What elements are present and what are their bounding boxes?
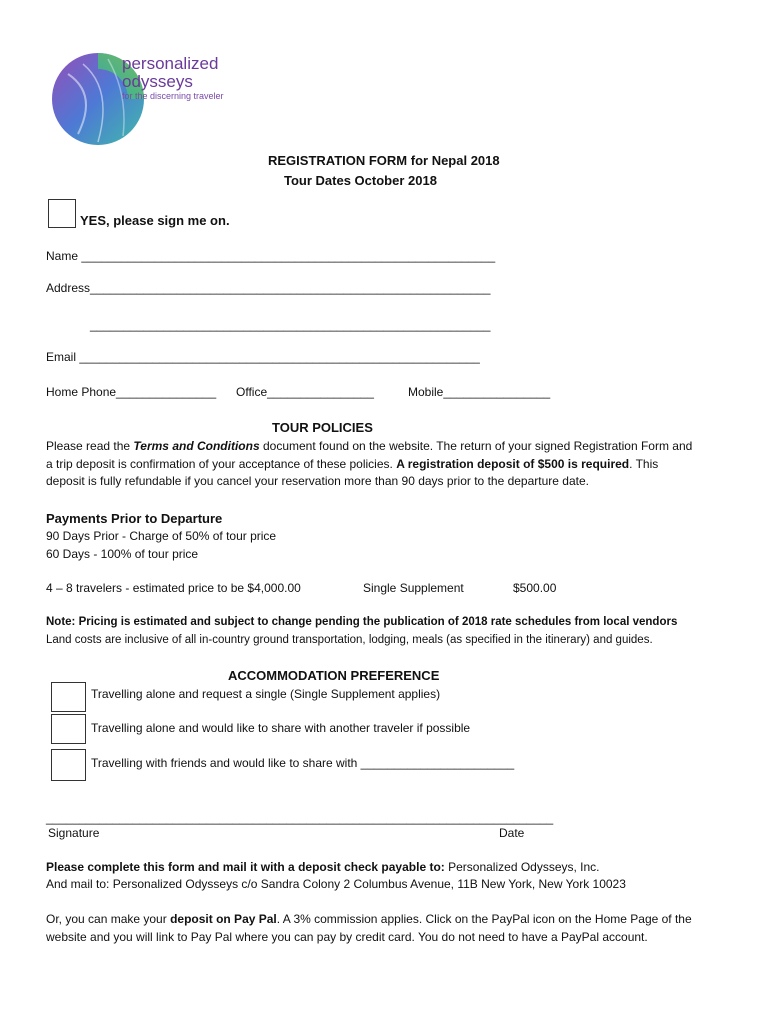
payee-name: Personalized Odysseys, Inc. xyxy=(444,860,600,874)
accommodation-option-share-checkbox[interactable] xyxy=(51,714,86,744)
logo-tagline: for the discerning traveler xyxy=(122,91,224,101)
mailing-instruction-bold: Please complete this form and mail it with a deposit check payable to: xyxy=(46,860,445,874)
paypal-paragraph-line2: website and you will link to Pay Pal where you can pay by credit card. You do not need to have a PayPal account. xyxy=(46,930,648,944)
policy-text: Please read the xyxy=(46,439,134,453)
name-field[interactable]: Name ______________________________________________________________ xyxy=(46,249,496,263)
logo-line1: personalized xyxy=(122,54,219,73)
policy-text: . This xyxy=(629,457,659,471)
land-costs-note: Land costs are inclusive of all in-country ground transportation, lodging, meals (as specified in the itinerary) and guides. xyxy=(46,634,653,646)
payment-line1: 90 Days Prior - Charge of 50% of tour price xyxy=(46,529,277,543)
date-label: Date xyxy=(499,826,525,840)
accommodation-option-friends-checkbox[interactable] xyxy=(51,749,86,781)
signup-checkbox[interactable] xyxy=(48,199,76,228)
tour-policies-heading: TOUR POLICIES xyxy=(272,420,373,435)
home-phone-field[interactable]: Home Phone_______________ xyxy=(46,385,217,399)
single-supplement-value: $500.00 xyxy=(513,581,557,595)
accommodation-option-share-label: Travelling alone and would like to share with another traveler if possible xyxy=(91,721,471,735)
paypal-paragraph-line1 xyxy=(46,912,692,927)
pricing-note: Note: Pricing is estimated and subject to change pending the publication of 2018 rate schedules from local vendors xyxy=(46,616,678,628)
mailing-address: And mail to: Personalized Odysseys c/o Sandra Colony 2 Columbus Avenue, 11B New York, New York 10023 xyxy=(46,877,626,891)
payments-heading: Payments Prior to Departure xyxy=(46,511,223,526)
logo-line2: odysseys xyxy=(122,72,193,91)
accommodation-heading: ACCOMMODATION PREFERENCE xyxy=(228,668,440,683)
address-field[interactable]: Address____________________________________________________________ xyxy=(46,281,491,295)
policy-paragraph-line3: deposit is fully refundable if you cancel your reservation more than 90 days prior to the departure date. xyxy=(46,474,589,488)
accommodation-option-friends-label: Travelling with friends and would like to share with _______________________ xyxy=(91,756,515,770)
deposit-requirement: A registration deposit of $500 is required xyxy=(396,457,630,471)
accommodation-option-single-checkbox[interactable] xyxy=(51,682,86,712)
logo xyxy=(48,44,224,154)
mobile-phone-field[interactable]: Mobile________________ xyxy=(408,385,551,399)
payment-line2: 60 Days - 100% of tour price xyxy=(46,547,199,561)
terms-link[interactable]: Terms and Conditions xyxy=(133,439,260,453)
policy-paragraph-line2 xyxy=(46,457,658,472)
accommodation-option-single-label: Travelling alone and request a single (Single Supplement applies) xyxy=(91,687,441,701)
policy-text: document found on the website. The return of your signed Registration Form and xyxy=(259,439,693,453)
single-supplement-label: Single Supplement xyxy=(363,581,464,595)
page-subtitle: Tour Dates October 2018 xyxy=(284,173,437,188)
mailing-instructions xyxy=(46,860,600,875)
paypal-deposit-label: deposit on Pay Pal xyxy=(170,912,277,926)
email-field[interactable]: Email ____________________________________________________________ xyxy=(46,350,480,364)
paypal-text: . A 3% commission applies. Click on the PayPal icon on the Home Page of the xyxy=(276,912,692,926)
paypal-text: Or, you can make your xyxy=(46,912,171,926)
signature-line[interactable]: ____________________________________________________________________________ xyxy=(46,811,554,825)
policy-paragraph-line1 xyxy=(46,439,692,454)
signature-label: Signature xyxy=(48,826,100,840)
policy-text: a trip deposit is confirmation of your acceptance of these policies. xyxy=(46,457,397,471)
page-title: REGISTRATION FORM for Nepal 2018 xyxy=(268,153,500,168)
signup-label: YES, please sign me on. xyxy=(80,213,230,228)
office-phone-field[interactable]: Office________________ xyxy=(236,385,374,399)
address-line2-field[interactable]: ____________________________________________________________ xyxy=(90,318,491,332)
price-line: 4 – 8 travelers - estimated price to be $4,000.00 xyxy=(46,581,301,595)
